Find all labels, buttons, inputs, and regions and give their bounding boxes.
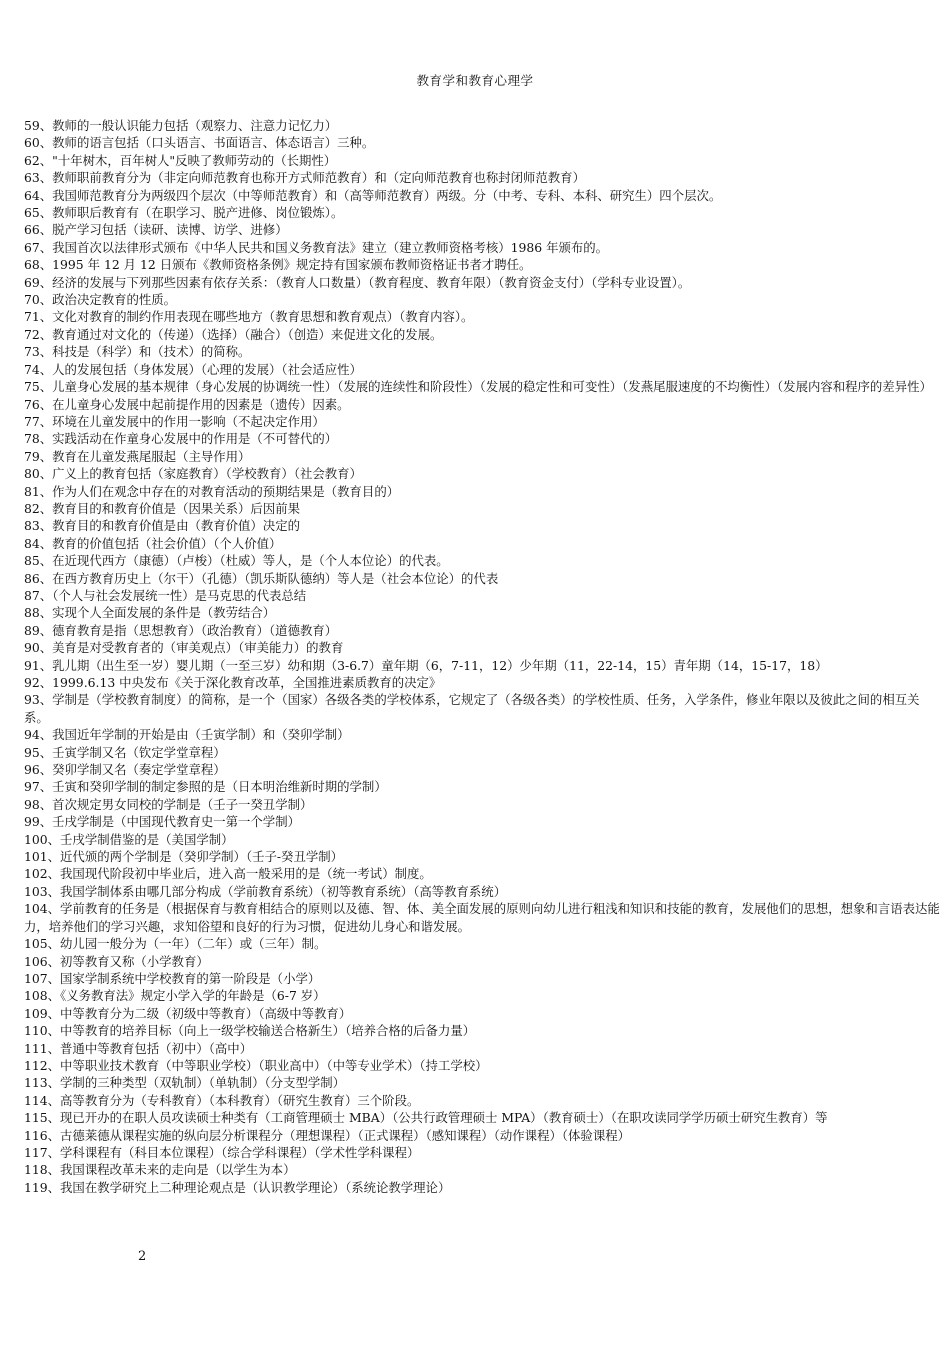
list-item: 100、壬戌学制借鉴的是（美国学制） [24,831,234,847]
list-item: 93、学制是（学校教育制度）的简称，是一个（国家）各级各类的学校体系，它规定了（各级各类）的学校性质、任务，入学条件，修业年限以及彼此之间的相互关系。 [24,692,920,725]
list-item: 70、政治决定教育的性质。 [24,292,177,308]
list-item: 108、《义务教育法》规定小学入学的年龄是（6-7 岁） [24,988,326,1004]
list-item: 81、作为人们在观念中存在的对教育活动的预期结果是（教育目的） [24,483,400,499]
list-item: 106、初等教育又称（小学教育） [24,953,209,969]
list-item: 74、人的发展包括（身体发展）（心理的发展）（社会适应性） [24,361,362,377]
page-title: 教育学和教育心理学 [416,73,534,88]
list-item: 116、古德莱德从课程实施的纵向层分析课程分（理想课程）（正式课程）（感知课程）（动作课程）（体验课程） [24,1127,630,1143]
list-item: 96、癸卯学制又名（奏定学堂章程） [24,762,226,778]
list-item: 97、壬寅和癸卯学制的制定参照的是（日本明治维新时期的学制） [24,779,387,795]
list-item: 65、教师职后教育有（在职学习、脱产进修、岗位锻炼）。 [24,205,344,221]
list-item: 91、乳儿期（出生至一岁）婴儿期（一至三岁）幼和期（3-6.7）童年期（6，7-11，12）少年期（11，22-14，15）青年期（14，15-17，18） [24,657,828,673]
list-item: 117、学科课程有（科目本位课程）（综合学科课程）（学术性学科课程） [24,1144,420,1160]
list-item: 67、我国首次以法律形式颁布《中华人民共和国义务教育法》建立（建立教师资格考核）1986 年颁布的。 [24,239,609,255]
list-item: 80、广义上的教育包括（家庭教育）（学校教育）（社会教育） [24,466,362,482]
list-item: 113、学制的三种类型（双轨制）（单轨制）（分支型学制） [24,1075,346,1091]
list-item: 94、我国近年学制的开始是由（壬寅学制）和（癸卯学制） [24,727,350,743]
list-item: 77、环境在儿童发展中的作用一影响（不起决定作用） [24,413,325,429]
list-item: 109、中等教育分为二级（初级中等教育）（高级中等教育） [24,1005,352,1021]
list-item: 76、在儿童身心发展中起前提作用的因素是（遗传）因素。 [24,396,350,412]
list-item: 83、教育目的和教育价值是由（教育价值）决定的 [24,518,300,534]
list-item: 119、我国在教学研究上二种理论观点是（认识教学理论）（系统论教学理论） [24,1179,451,1195]
list-item: 64、我国师范教育分为两级四个层次（中等师范教育）和（高等师范教育）两级。分（中考、专科、本科、研究生）四个层次。 [24,187,722,203]
list-item: 107、国家学制系统中学校教育的第一阶段是（小学） [24,970,321,986]
list-item: 78、实践活动在作童身心发展中的作用是（不可替代的） [24,431,338,447]
list-item: 66、脱产学习包括（读研、读博、访学、进修） [24,222,288,238]
list-item: 84、教育的价值包括（社会价值）（个人价值） [24,535,282,551]
list-item: 68、1995 年 12 月 12 日颁布《教师资格条例》规定持有国家颁布教师资格证书者才聘任。 [24,257,532,273]
list-item: 87、（个人与社会发展统一性）是马克思的代表总结 [24,587,307,603]
list-item: 114、高等教育分为（专科教育）（本科教育）（研究生教育）三个阶段。 [24,1092,420,1108]
list-item: 102、我国现代阶段初中毕业后，进入高一般采用的是（统一考试）制度。 [24,866,432,882]
list-item: 98、首次规定男女同校的学制是（壬子一癸丑学制） [24,796,313,812]
list-item: 89、德育教育是指（思想教育）（政治教育）（道德教育） [24,622,338,638]
list-item: 88、实现个人全面发展的条件是（教劳结合） [24,605,276,621]
list-item: 59、教师的一般认识能力包括（观察力、注意力记忆力） [24,118,338,133]
list-item: 101、近代颁的两个学制是（癸卯学制）（壬子-癸丑学制） [24,849,344,865]
list-item: 103、我国学制体系由哪几部分构成（学前教育系统）（初等教育系统）（高等教育系统） [24,883,507,899]
list-item: 71、文化对教育的制约作用表现在哪些地方（教育思想和教育观点）（教育内容）。 [24,309,474,325]
list-item: 115、现已开办的在职人员攻读硕士种类有（工商管理硕士 MBA）（公共行政管理硕士 MPA）（教育硕士）（在职攻读同学学历硕士研究生教育）等 [24,1110,828,1126]
list-item: 86、在西方教育历史上（尔干）（孔德）（凯乐斯队德纳）等人是（社会本位论）的代表 [24,570,499,586]
list-item: 99、壬戌学制是（中国现代教育史一第一个学制） [24,814,300,830]
list-item: 82、教育目的和教育价值是（因果关系）后因前果 [24,500,300,516]
list-item: 105、幼儿园一般分为（一年）（二年）或（三年）制。 [24,936,327,952]
list-item: 72、教育通过对文化的（传递）（选择）（融合）（创造）来促进文化的发展。 [24,326,443,342]
list-item: 118、我国课程改革未来的走向是（以学生为本） [24,1162,296,1178]
list-item: 60、教师的语言包括（口头语言、书面语言、体态语言）三种。 [24,135,375,151]
list-item: 92、1999.6.13 中央发布《关于深化教育改革，全国推进素质教育的决定》 [24,675,442,690]
list-item: 75、儿童身心发展的基本规律（身心发展的协调统一性）（发展的连续性和阶段性）（发展的稳定性和可变性）（发燕尾服速度的不均衡性）（发展内容和程序的差异性） [24,379,932,395]
item-list [24,117,944,1196]
list-item: 110、中等教育的培养目标（向上一级学校输送合格新生）（培养合格的后备力量） [24,1023,476,1039]
list-item: 85、在近现代西方（康德）（卢梭）（杜威）等人，是（个人本位论）的代表。 [24,553,449,569]
list-item: 69、经济的发展与下列那些因素有依存关系：（教育人口数量）（教育程度、教育年限）（教育资金支付）（学科专业设置）。 [24,274,691,290]
page-number: 2 [138,1249,147,1264]
list-item: 95、壬寅学制又名（钦定学堂章程） [24,744,226,760]
list-item: 79、教育在儿童发燕尾服起（主导作用） [24,448,251,464]
list-item: 111、普通中等教育包括（初中）（高中） [24,1040,253,1056]
list-item: 73、科技是（科学）和（技术）的简称。 [24,344,251,360]
list-item: 63、教师职前教育分为（非定向师范教育也称开方式师范教育）和（定向师范教育也称封闭师范教育） [24,170,585,186]
list-item: 112、中等职业技术教育（中等职业学校）（职业高中）（中等专业学术）（持工学校） [24,1057,488,1073]
list-item: 62、"十年树木，百年树人"反映了教师劳动的（长期性） [24,152,337,168]
list-item: 104、学前教育的任务是（根据保育与教育相结合的原则以及德、智、体、美全面发展的原则向幼儿进行粗浅和知识和技能的教育，发展他们的思想，想象和言语表达能力，培养他们的学习兴趣，求知俗望和良好的行为习惯，促进幼儿身心和谐发展。 [24,901,940,934]
list-item: 90、美育是对受教育者的（审美观点）（审美能力）的教育 [24,640,344,656]
